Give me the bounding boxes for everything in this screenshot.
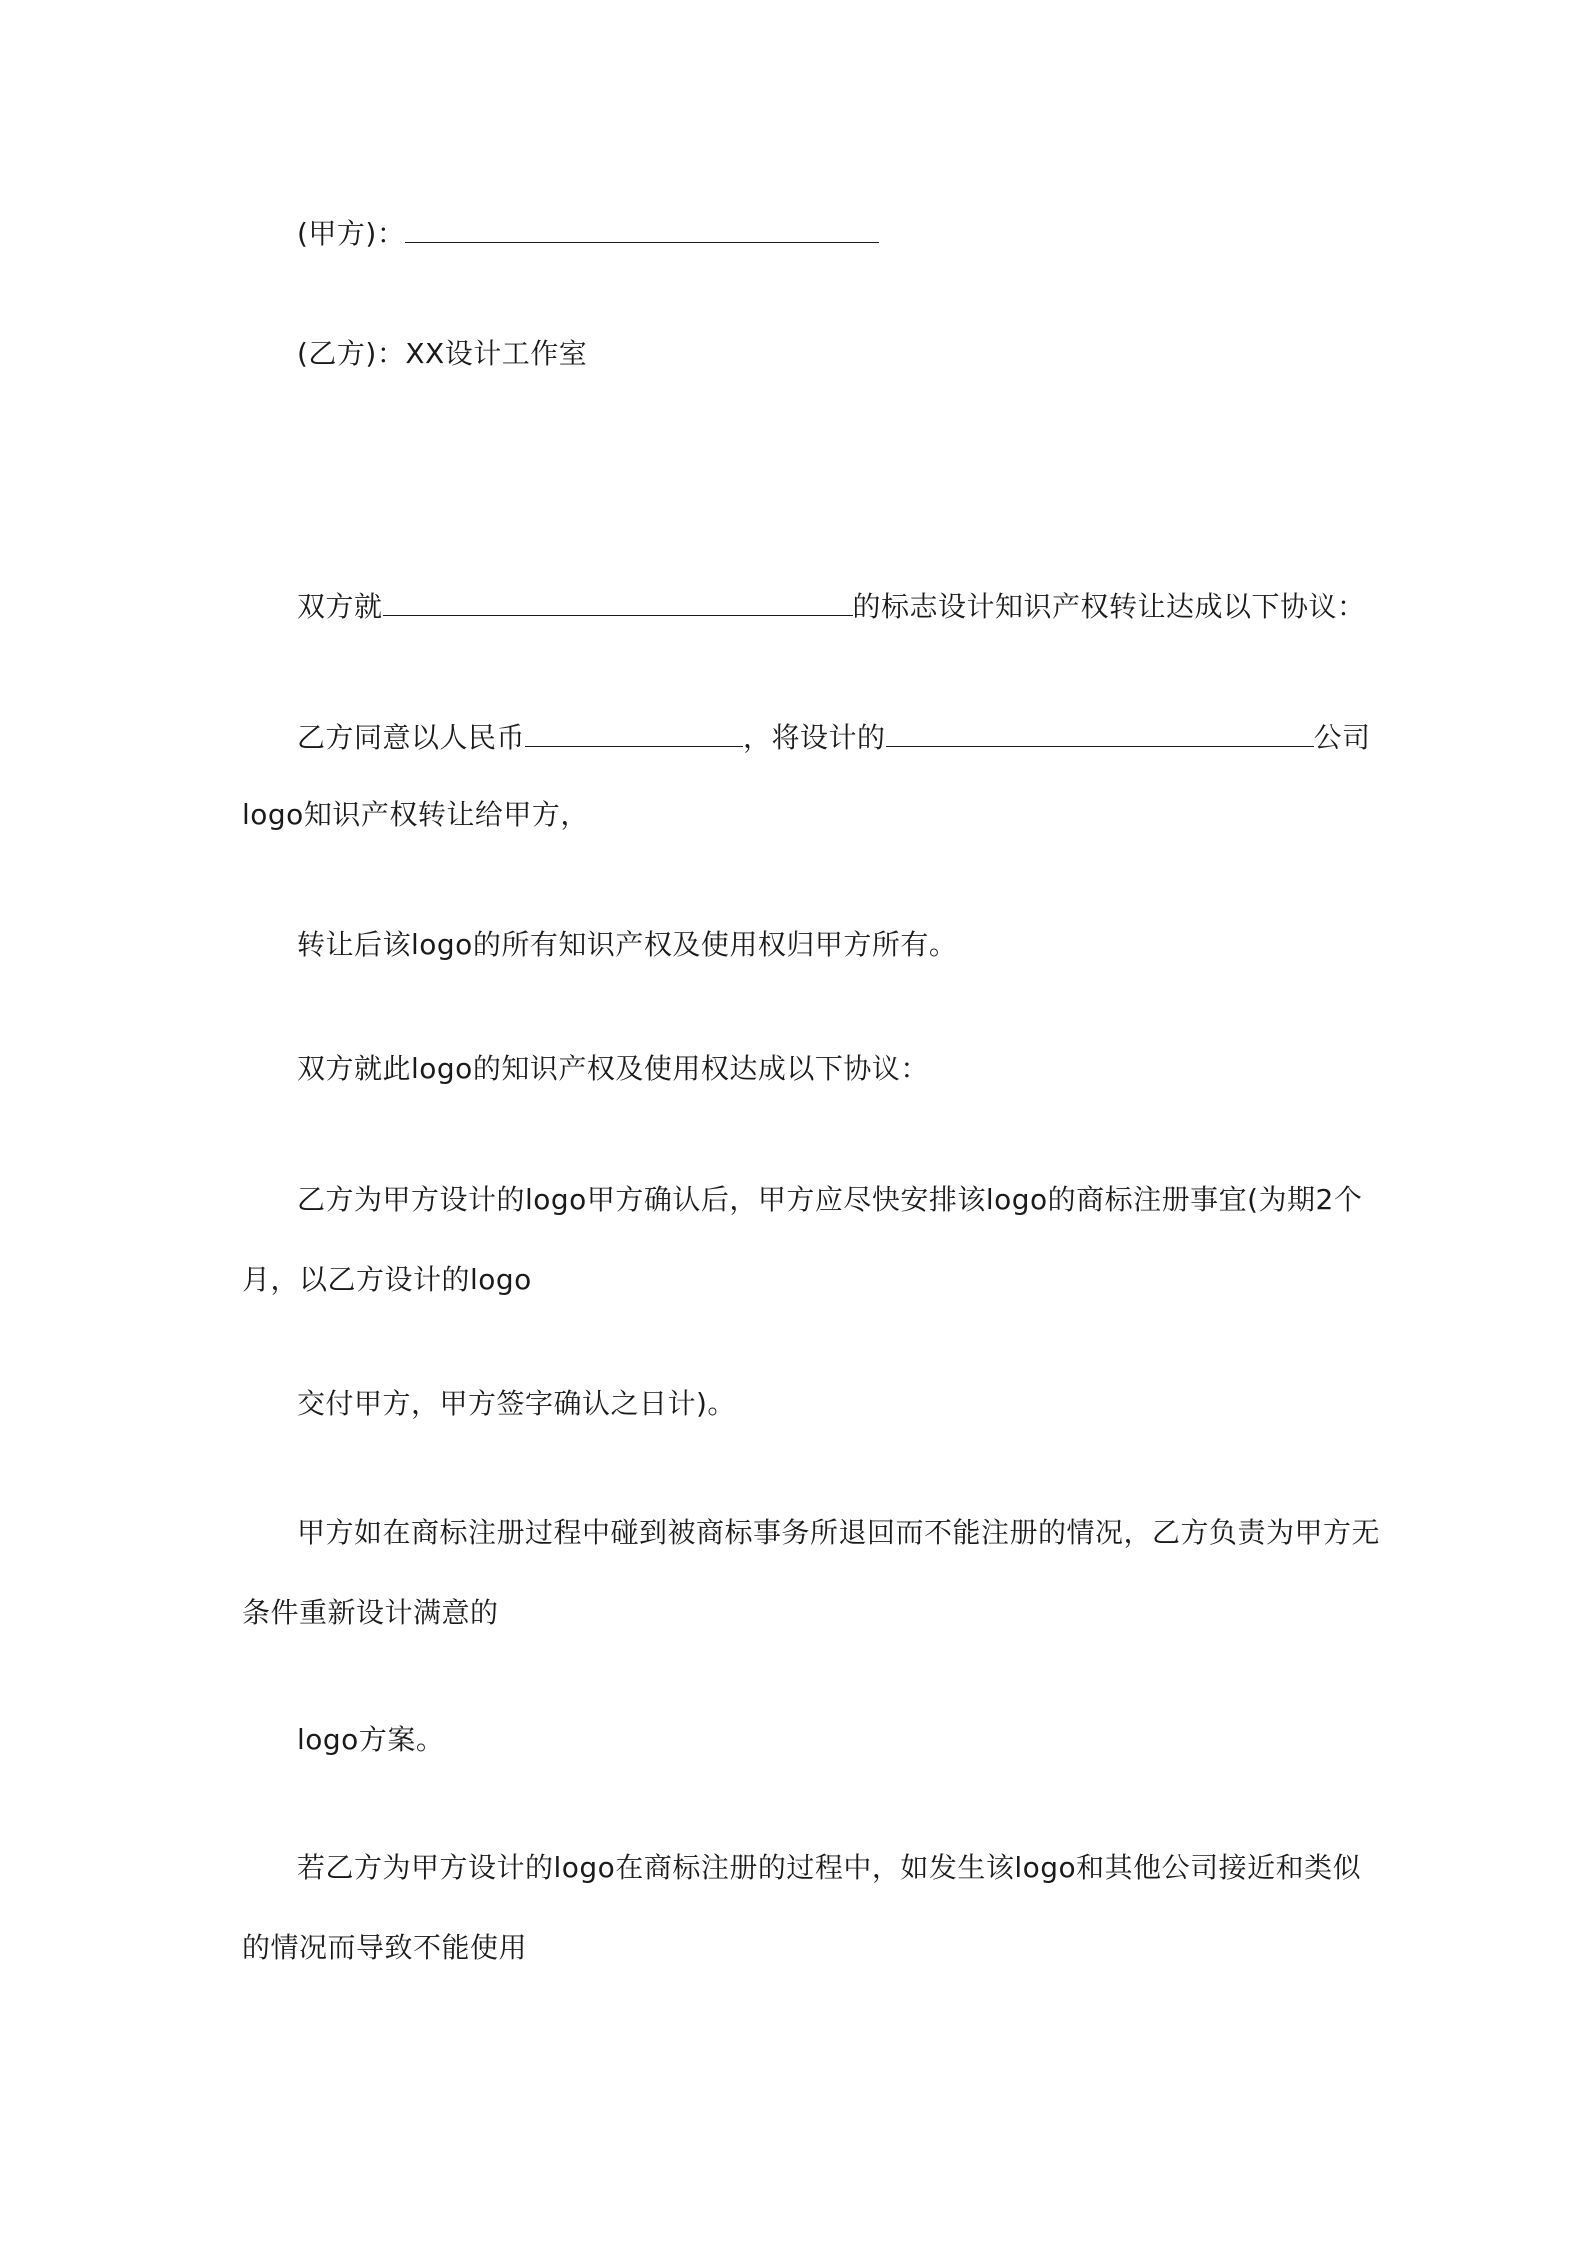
price-clause-middle: ，将设计的 [743, 721, 886, 754]
paragraph-plan: logo方案。 [297, 1723, 445, 1756]
paragraph-ownership: 转让后该logo的所有知识产权及使用权归甲方所有。 [297, 928, 958, 961]
paragraph-logo-agreement: 双方就此logo的知识产权及使用权达成以下协议： [297, 1052, 929, 1085]
party-a-label: (甲方)： [297, 217, 406, 250]
agreement-intro-prefix: 双方就 [297, 590, 383, 623]
party-a-line [297, 212, 879, 254]
paragraph-similar-line-2: 的情况而导致不能使用 [242, 1931, 528, 1964]
party-b-label: (乙方)： [297, 337, 406, 370]
project-name-blank [383, 585, 853, 616]
paragraph-trademark-line-2: 月，以乙方设计的logo [242, 1263, 532, 1296]
price-blank [525, 716, 743, 747]
price-clause-line [297, 716, 1371, 758]
agreement-intro-line [297, 585, 1366, 627]
party-b-name: XX设计工作室 [405, 337, 588, 370]
paragraph-delivery: 交付甲方，甲方签字确认之日计)。 [297, 1387, 736, 1420]
paragraph-trademark-line-1: 乙方为甲方设计的logo甲方确认后，甲方应尽快安排该logo的商标注册事宜(为期2个 [297, 1183, 1363, 1216]
party-b-line [297, 334, 587, 374]
party-a-blank [405, 212, 879, 243]
price-clause-prefix: 乙方同意以人民币 [297, 721, 526, 754]
company-name-blank [886, 716, 1314, 747]
agreement-intro-suffix: 的标志设计知识产权转让达成以下协议： [852, 590, 1366, 623]
paragraph-redesign-line-2: 条件重新设计满意的 [242, 1596, 499, 1629]
paragraph-redesign-line-1: 甲方如在商标注册过程中碰到被商标事务所退回而不能注册的情况，乙方负责为甲方无 [297, 1516, 1381, 1549]
paragraph-similar-line-1: 若乙方为甲方设计的logo在商标注册的过程中，如发生该logo和其他公司接近和类似 [297, 1851, 1362, 1884]
price-clause-suffix: 公司 [1313, 721, 1371, 754]
price-clause-continuation: logo知识产权转让给甲方， [242, 798, 589, 831]
